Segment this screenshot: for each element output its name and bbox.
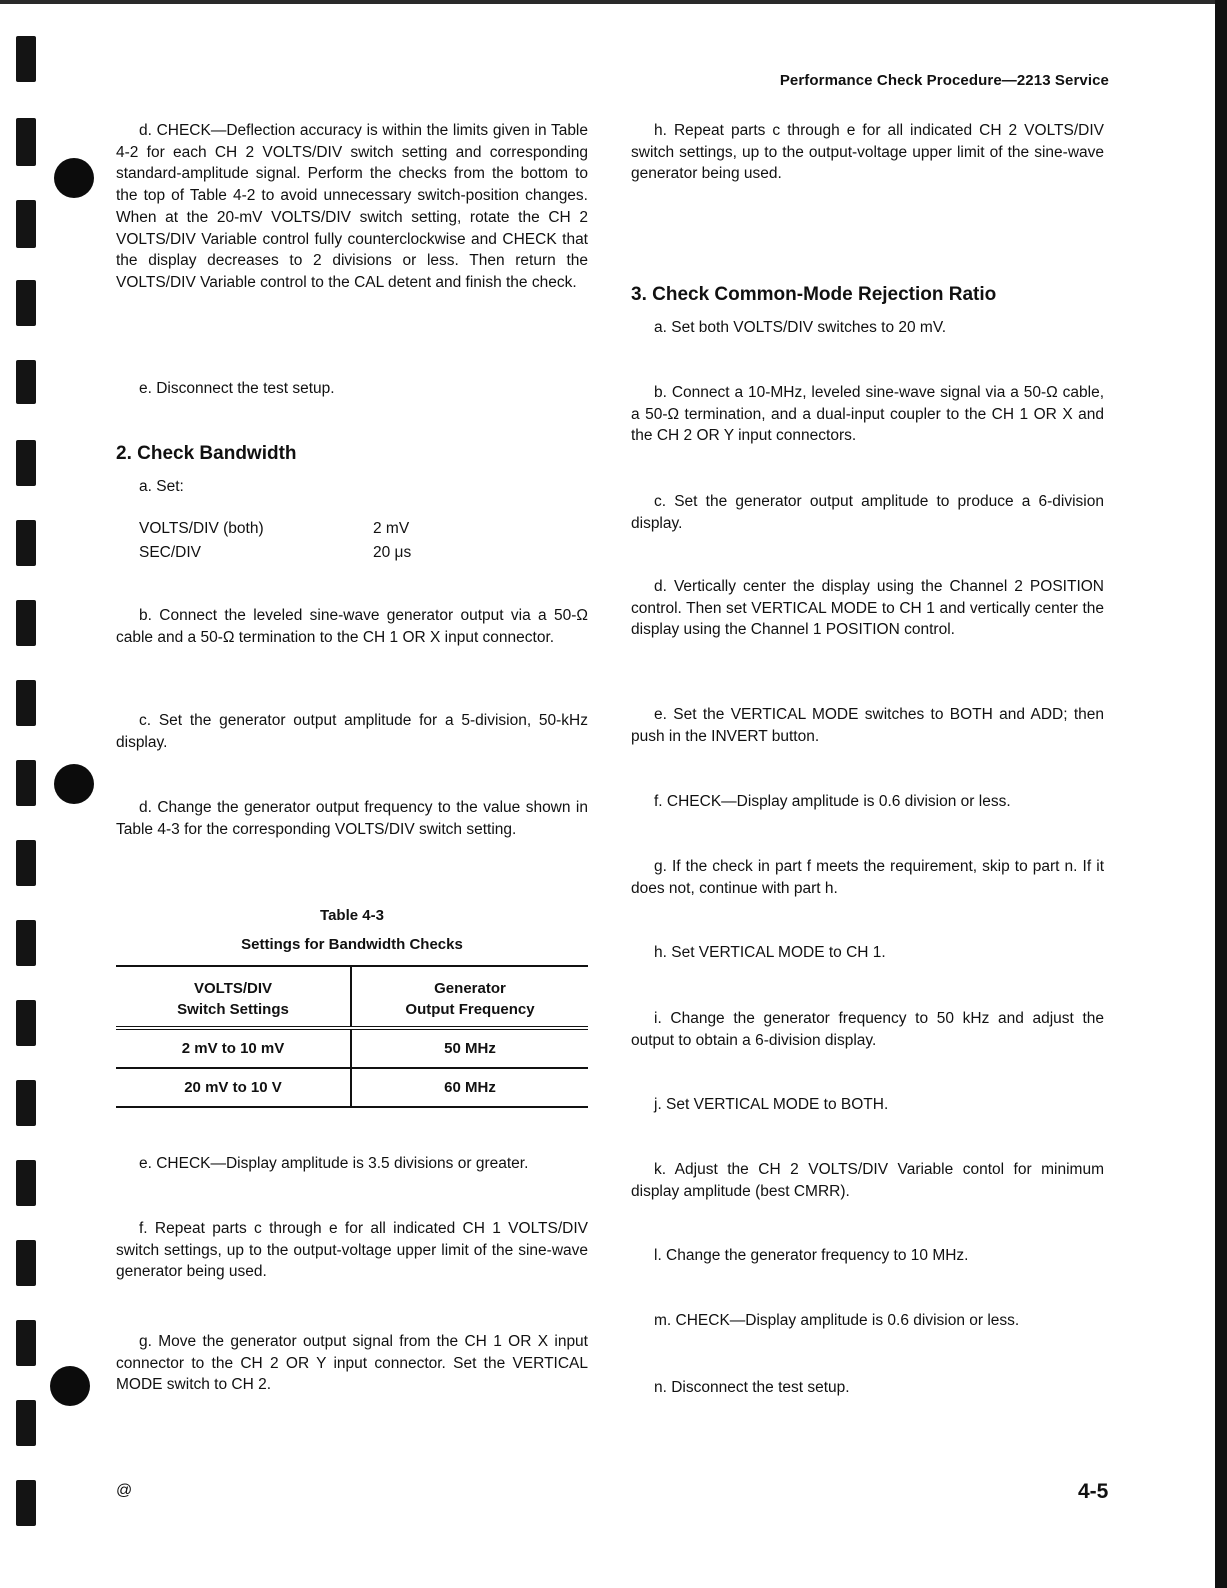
paragraph: l. Change the generator frequency to 10 MHz.: [654, 1247, 969, 1264]
revision-dot: [54, 764, 94, 804]
binder-mark: [16, 760, 36, 806]
left-step-f-repeat: [116, 1218, 588, 1283]
binder-mark: [16, 1240, 36, 1286]
left-step-g-move: [116, 1331, 588, 1396]
paragraph: b. Connect the leveled sine-wave generator output via a 50-Ω cable and a 50-Ω termination to the CH 1 OR X input connector.: [116, 607, 588, 646]
binder-mark: [16, 200, 36, 248]
revision-dot: [50, 1366, 90, 1406]
right-step-j: [631, 1094, 1104, 1116]
paragraph: j. Set VERTICAL MODE to BOTH.: [654, 1096, 889, 1113]
right-step-c: [631, 491, 1104, 534]
paragraph: c. Set the generator output amplitude to produce a 6-division display.: [631, 493, 1104, 532]
paragraph: g. If the check in part f meets the requirement, skip to part n. If it does not, continue with part h.: [631, 858, 1104, 897]
page-top-edge: [0, 0, 1227, 4]
paragraph: k. Adjust the CH 2 VOLTS/DIV Variable contol for minimum display amplitude (best CMRR).: [631, 1161, 1104, 1200]
right-step-h: [631, 942, 1104, 964]
paragraph: d. Vertically center the display using the Channel 2 POSITION control. Then set VERTICAL MODE to CH 1 and vertically center the display using the Channel 1 POSITION control.: [631, 578, 1104, 639]
binder-mark: [16, 118, 36, 166]
binder-mark: [16, 680, 36, 726]
right-step-d: [631, 576, 1104, 641]
section-title: 2. Check Bandwidth: [116, 443, 297, 464]
binder-mark: [16, 36, 36, 82]
bandwidth-table: [116, 965, 588, 1108]
table-cell: 60 MHz: [444, 1079, 496, 1096]
paragraph: e. CHECK—Display amplitude is 3.5 divisions or greater.: [139, 1155, 529, 1172]
left-step-d-frequency: [116, 797, 588, 840]
setting-label: VOLTS/DIV (both): [139, 520, 264, 537]
right-step-n: [631, 1377, 1104, 1399]
section-2-heading: [116, 443, 588, 465]
binder-mark: [16, 1320, 36, 1366]
binder-mark: [16, 280, 36, 326]
page-header: Performance Check Procedure—2213 Service: [779, 72, 1109, 89]
table-title: Settings for Bandwidth Checks: [241, 935, 463, 953]
paragraph: h. Repeat parts c through e for all indicated CH 2 VOLTS/DIV switch settings, up to the output-voltage upper limit of the sine-wave generator being used.: [631, 122, 1104, 183]
paragraph: e. Disconnect the test setup.: [139, 380, 335, 397]
right-step-a: [631, 317, 1104, 339]
right-step-i: [631, 1008, 1104, 1051]
binder-mark: [16, 1000, 36, 1046]
right-step-g: [631, 856, 1104, 899]
binder-mark: [16, 1400, 36, 1446]
page-number: 4-5: [1078, 1480, 1109, 1503]
right-step-b: [631, 382, 1104, 447]
table-number: Table 4-3: [320, 907, 384, 924]
paragraph: e. Set the VERTICAL MODE switches to BOTH and ADD; then push in the INVERT button.: [631, 706, 1104, 745]
binder-mark: [16, 520, 36, 566]
left-step-e-disconnect: [116, 378, 588, 400]
paragraph: h. Set VERTICAL MODE to CH 1.: [654, 944, 886, 961]
right-step-e: [631, 704, 1104, 747]
binder-mark: [16, 1080, 36, 1126]
setting-value: 20 μs: [373, 543, 412, 561]
right-step-k: [631, 1159, 1104, 1202]
column-header-generator: Generator Output Frequency: [405, 980, 535, 1018]
paragraph: c. Set the generator output amplitude for a 5-division, 50-kHz display.: [116, 712, 588, 751]
section-title: 3. Check Common-Mode Rejection Ratio: [631, 284, 997, 305]
binder-mark: [16, 840, 36, 886]
paragraph: f. CHECK—Display amplitude is 0.6 division or less.: [654, 793, 1011, 810]
binder-mark: [16, 920, 36, 966]
table-row: [116, 1068, 588, 1107]
right-step-h-repeat: [631, 120, 1104, 185]
paragraph: d. CHECK—Deflection accuracy is within the limits given in Table 4-2 for each CH 2 VOLTS/DIV switch setting and corresponding standard-amplitude signal. Perform the checks from the bottom to the top of Table 4-2 to avoid unnecessary switch-position changes. When at the 20-mV VOLTS/DIV switch setting, rotate the CH 2 VOLTS/DIV Variable control fully counterclockwise and CHECK that the display decreases to 2 divisions or less. Then return the VOLTS/DIV Variable control to the CAL detent and finish the check.: [116, 122, 588, 291]
right-step-f: [631, 791, 1104, 813]
setting-label: SEC/DIV: [139, 543, 202, 561]
binder-mark: [16, 1160, 36, 1206]
left-step-a-set: [116, 476, 588, 498]
paragraph: i. Change the generator frequency to 50 kHz and adjust the output to obtain a 6-division display.: [631, 1010, 1104, 1049]
binder-mark: [16, 360, 36, 404]
settings-list: [139, 518, 453, 563]
paragraph: m. CHECK—Display amplitude is 0.6 division or less.: [654, 1312, 1020, 1329]
left-step-d-deflection: [116, 120, 588, 294]
table-row: [116, 1028, 588, 1068]
revision-dot: [54, 158, 94, 198]
table-4-3-caption: [116, 905, 588, 955]
column-header-volts-div: VOLTS/DIV Switch Settings: [116, 966, 351, 1028]
right-step-l: [631, 1245, 1104, 1267]
setting-value: 2 mV: [373, 520, 410, 537]
binder-mark: [16, 600, 36, 646]
right-step-m: [631, 1310, 1104, 1332]
table-cell: 20 mV to 10 V: [116, 1068, 351, 1107]
page-right-edge: [1215, 0, 1227, 1588]
left-step-e-check: [116, 1153, 592, 1175]
table-cell: 50 MHz: [444, 1040, 496, 1057]
table-cell: 2 mV to 10 mV: [116, 1028, 351, 1068]
paragraph: g. Move the generator output signal from the CH 1 OR X input connector to the CH 2 OR Y input connector. Set the VERTICAL MODE switch to CH 2.: [116, 1333, 588, 1394]
paragraph: a. Set:: [139, 478, 184, 495]
paragraph: b. Connect a 10-MHz, leveled sine-wave signal via a 50-Ω cable, a 50-Ω termination, and a dual-input coupler to the CH 1 OR X and the CH 2 OR Y input connectors.: [631, 384, 1104, 445]
left-step-c-amplitude: [116, 710, 588, 753]
binder-mark: [16, 1480, 36, 1526]
paragraph: n. Disconnect the test setup.: [654, 1379, 850, 1396]
binder-mark: [16, 440, 36, 486]
section-3-heading: [631, 284, 1104, 306]
footer-symbol: @: [116, 1482, 133, 1499]
paragraph: f. Repeat parts c through e for all indicated CH 1 VOLTS/DIV switch settings, up to the output-voltage upper limit of the sine-wave generator being used.: [116, 1220, 588, 1281]
left-step-b-connect: [116, 605, 588, 648]
paragraph: d. Change the generator output frequency to the value shown in Table 4-3 for the corresponding VOLTS/DIV switch setting.: [116, 799, 588, 838]
paragraph: a. Set both VOLTS/DIV switches to 20 mV.: [654, 319, 947, 336]
